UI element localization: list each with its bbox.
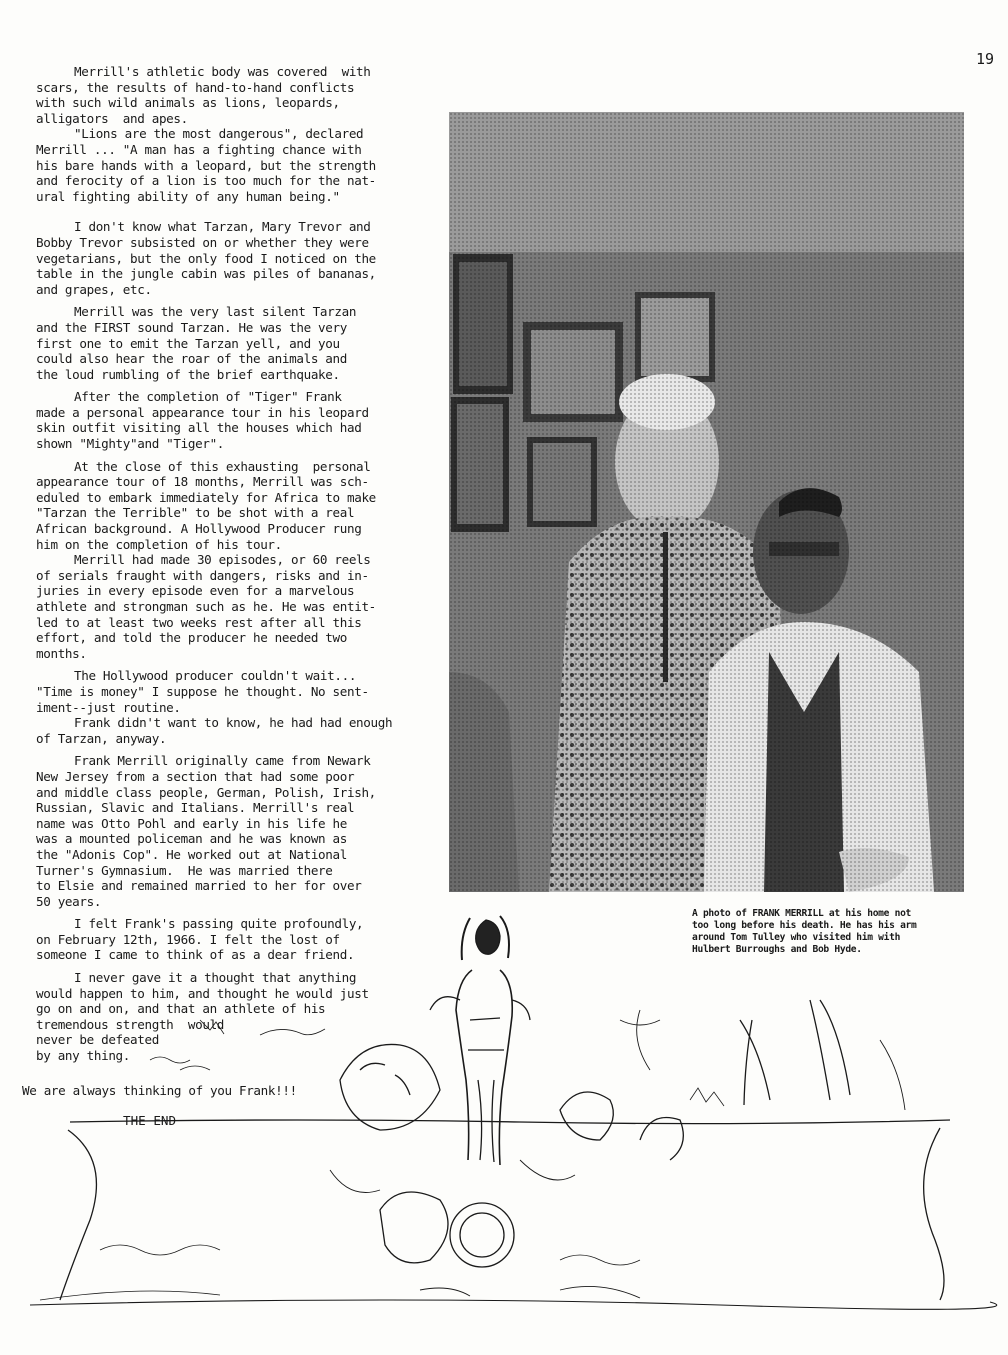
paragraph: At the close of this exhausting personal appearance tour of 18 months, Merrill was sch- eduled to embark immediately for Africa to make "Tarzan the Terrible" to be shot with a real African background. A Hollywood Producer rung him on the completion of his tour.	[36, 458, 376, 552]
paragraph: "Lions are the most dangerous", declared Merrill ... "A man has a fighting chance with his bare hands with a leopard, but the strength and ferocity of a lion is too much for the nat- ural fighting ability of any human being."	[36, 126, 376, 204]
closing-line: We are always thinking of you Frank!!!	[22, 1083, 297, 1098]
paragraph: Merrill was the very last silent Tarzan and the FIRST sound Tarzan. He was the very first one to emit the Tarzan yell, and you could also hear the roar of the animals and the loud rumbling of the brief earthquake.	[36, 304, 357, 382]
paragraph: I don't know what Tarzan, Mary Trevor and Bobby Trevor subsisted on or whether they were vegetarians, but the only food I noticed on the table in the jungle cabin was piles of bananas, and grapes, etc.	[36, 219, 376, 297]
paragraph: The Hollywood producer couldn't wait... "Time is money" I suppose he thought. No sent- iment--just routine.	[36, 668, 369, 715]
photo	[449, 112, 964, 892]
paragraph: Merrill had made 30 episodes, or 60 reels of serials fraught with dangers, risks and in- juries in every episode even for a marvelous athlete and strongman such as he. He was entit- led to at least two weeks rest after all this effort, and told the producer he needed two months.	[36, 552, 376, 661]
paragraph: Frank Merrill originally came from Newark New Jersey from a section that had some poor and middle class people, German, Polish, Irish, Russian, Slavic and Italians. Merrill's real name was Otto Pohl and early in his life he was a mounted policeman and he was known as the "Adonis Cop". He worked out at National Turner's Gymnasium. He was married there to Elsie and remained married to her for over 50 years.	[36, 753, 376, 909]
the-end: THE END	[123, 1113, 177, 1128]
photo-caption: A photo of FRANK MERRILL at his home not too long before his death. He has his arm around Tom Tulley who visited him with Hulbert Burroughs and Bob Hyde.	[692, 908, 917, 955]
paragraph: Merrill's athletic body was covered with scars, the results of hand-to-hand conflicts with such wild animals as lions, leopards, alligators and apes.	[36, 64, 371, 126]
paragraph: I felt Frank's passing quite profoundly, on February 12th, 1966. I felt the lost of someone I came to think of as a dear friend.	[36, 916, 364, 963]
page-number: 19	[976, 50, 995, 68]
paragraph: After the completion of "Tiger" Frank made a personal appearance tour in his leopard skin outfit visiting all the houses which had shown "Mighty"and "Tiger".	[36, 389, 369, 452]
paragraph: Frank didn't want to know, he had had enough of Tarzan, anyway.	[36, 715, 393, 746]
paragraph: I never gave it a thought that anything would happen to him, and thought he would just go on and on, and that an athlete of his tremendous strength would never be defeated by any thing.	[36, 970, 369, 1064]
tarzan-jungle-illustration	[0, 900, 1008, 1355]
